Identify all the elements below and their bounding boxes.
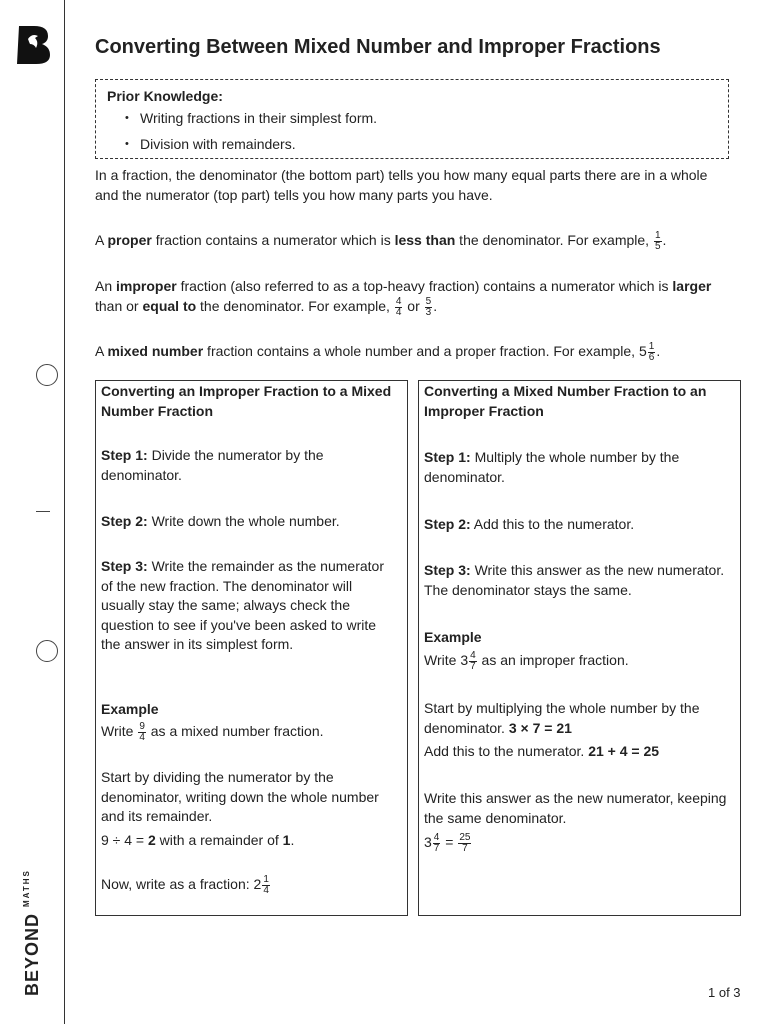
example-start: Start by multiplying the whole number by the denominator. 3 × 7 = 21 [424,700,700,736]
improper-to-mixed-box [95,380,408,916]
fraction: $\frac{1}{4}$ [263,874,269,896]
example-label: Example [424,629,482,645]
step-1: Step 1: Multiply the whole number by the denominator. [424,449,680,485]
example-answer: Now, write as a fraction: 2 $\frac{1}{4}$ [101,874,269,896]
example-question: Write $\frac{9}{4}$ as a mixed number fraction. [101,721,324,743]
step-2: Step 2: Write down the whole number. [101,513,340,529]
improper-paragraph: An improper fraction (also referred to as a top-heavy fraction) contains a numerator which is larger than or equal to the denominator. For example, $\frac{4}{4}$ or $\frac{5}{3}$ . [95,278,712,318]
box-title: Converting a Mixed Number Fraction to an Improper Fraction [424,383,707,419]
fraction: $\frac{4}{4}$ [395,295,402,318]
example-start: Start by dividing the numerator by the denominator, writing down the whole number and its remainder. [101,769,379,824]
fold-mark [36,511,50,512]
intro-paragraph: In a fraction, the denominator (the bottom part) tells you how many equal parts there are in a whole and the numerator (top part) tells you how many parts you have. [95,167,708,203]
mixed-to-improper-box [418,380,741,916]
fraction: $\frac{9}{4}$ [139,721,145,743]
brand-name: BEYOND [22,912,42,996]
list-item: • Writing fractions in their simplest form. [116,108,377,134]
step-2: Step 2: Add this to the numerator. [424,516,635,532]
margin-line [64,0,65,1024]
fraction: $\frac{5}{3}$ [425,295,432,318]
box-title: Converting an Improper Fraction to a Mixed Number Fraction [101,383,392,419]
fraction: $\frac{4}{7}$ [470,650,476,672]
example-add: Add this to the numerator. 21 + 4 = 25 [424,743,660,759]
proper-paragraph: A proper fraction contains a numerator which is less than the denominator. For example, $\frac{1}{5}$ . [95,229,667,252]
example-calculation: 9 ÷ 4 = 2 with a remainder of 1. [101,832,295,848]
fraction: $\frac{25}{7}$ [459,832,471,854]
fraction: $\frac{1}{6}$ [648,340,655,363]
prior-knowledge-list [116,108,377,160]
step-1: Step 1: Divide the numerator by the denominator. [101,447,324,483]
binder-hole-top [36,364,58,386]
mixed-paragraph: A mixed number fraction contains a whole number and a proper fraction. For example, 5 $\frac{1}{6}$ . [95,340,661,363]
step-3: Step 3: Write the remainder as the numerator of the new fraction. The denominator will usually stay the same; always check the question to see if you've been asked to write the answer in its simplest form. [101,558,384,652]
page-number: 1 of 3 [708,985,741,1000]
page-title: Converting Between Mixed Number and Improper Fractions [95,36,661,58]
brand-wordmark [22,869,42,996]
example-question: Write 3 $\frac{4}{7}$ as an improper fraction. [424,650,629,672]
prior-knowledge-box [95,79,729,159]
example-label: Example [101,701,159,717]
binder-hole-bottom [36,640,58,662]
list-item: • Division with remainders. [116,134,377,160]
beyond-logo-icon [14,24,52,66]
example-write: Write this answer as the new numerator, keeping the same denominator. [424,790,727,826]
brand-sub: MATHS [22,869,31,907]
step-3: Step 3: Write this answer as the new numerator. The denominator stays the same. [424,562,725,598]
fraction: $\frac{1}{5}$ [654,229,661,252]
example-result: 3 $\frac{4}{7}$ = $\frac{25}{7}$ [424,832,471,854]
prior-knowledge-title: Prior Knowledge: [107,88,223,104]
fraction: $\frac{4}{7}$ [433,832,440,854]
